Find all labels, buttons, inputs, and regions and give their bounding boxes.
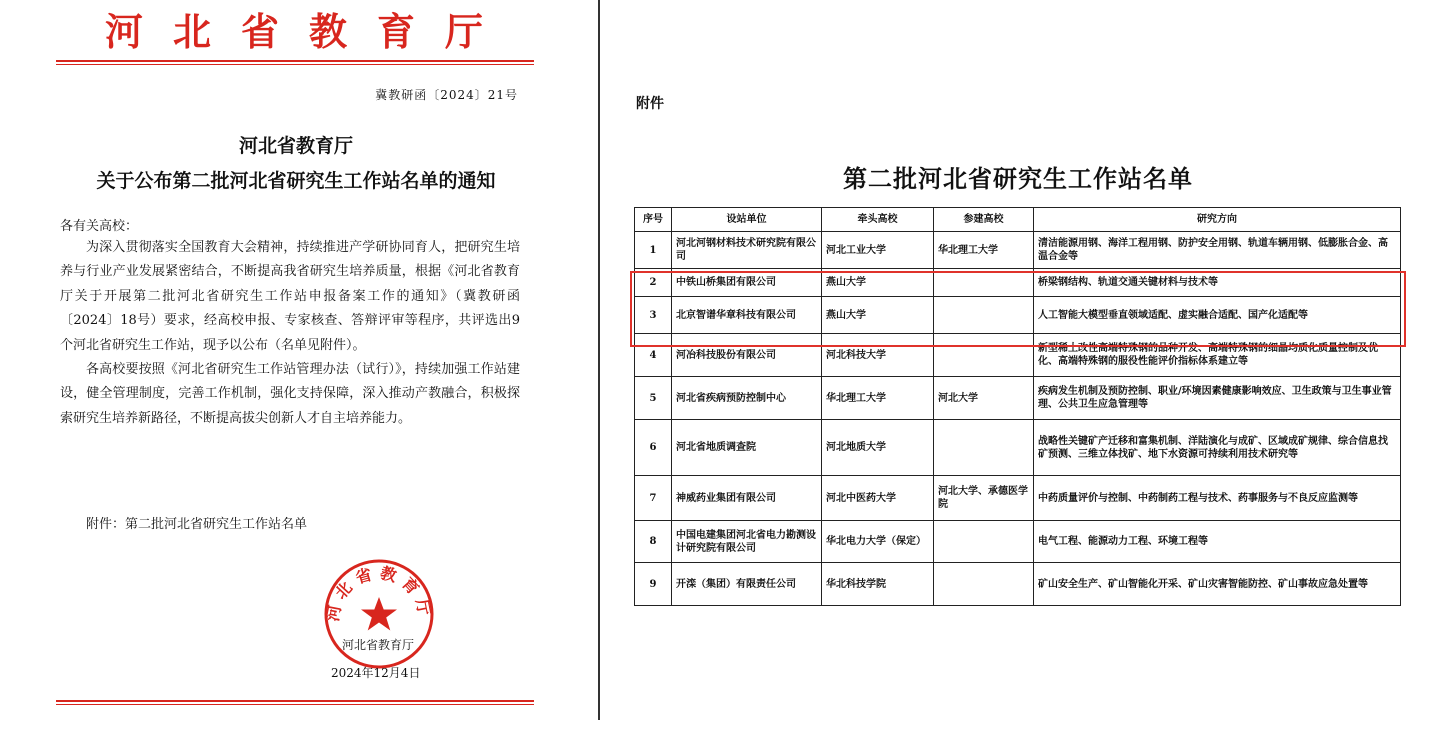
notice-title-line2: 关于公布第二批河北省研究生工作站名单的通知 — [96, 170, 496, 192]
workstation-table — [634, 207, 1401, 606]
cell-no: 4 — [635, 334, 672, 377]
col-header-direction: 研究方向 — [1034, 208, 1401, 232]
greeting: 各有关高校： — [60, 219, 139, 234]
cell-lead: 华北科技学院 — [822, 563, 934, 606]
cell-partner: 河北大学、承德医学院 — [934, 476, 1034, 521]
cell-lead: 华北理工大学 — [822, 377, 934, 420]
signature-date: 2024年12月4日 — [331, 666, 421, 680]
cell-no: 3 — [635, 297, 672, 334]
table-row — [635, 420, 1401, 476]
table-row — [635, 232, 1401, 269]
cell-no: 6 — [635, 420, 672, 476]
cell-direction: 新型稀土改性高端特殊钢的品种开发、高端特殊钢的细晶均质化质量控制及优化、高端特殊钢的服役性能评价指标体系建立等 — [1034, 334, 1401, 377]
cell-direction: 疾病发生机制及预防控制、职业/环境因素健康影响效应、卫生政策与卫生事业管理、公共卫生应急管理等 — [1034, 377, 1401, 420]
cell-partner — [934, 521, 1034, 563]
attachment-title: 第二批河北省研究生工作站名单 — [843, 164, 1193, 193]
cell-unit: 河北省地质调查院 — [672, 420, 822, 476]
cell-partner — [934, 297, 1034, 334]
cell-lead: 华北电力大学（保定） — [822, 521, 934, 563]
cell-no: 7 — [635, 476, 672, 521]
cell-lead: 河北中医药大学 — [822, 476, 934, 521]
col-header-unit: 设站单位 — [672, 208, 822, 232]
svg-text:河北省教育厅: 河北省教育厅 — [322, 563, 436, 623]
notice-body — [60, 236, 520, 431]
table-row — [635, 377, 1401, 420]
cell-unit: 河北省疾病预防控制中心 — [672, 377, 822, 420]
cell-unit: 北京智谱华章科技有限公司 — [672, 297, 822, 334]
cell-unit: 开滦（集团）有限责任公司 — [672, 563, 822, 606]
cell-direction: 电气工程、能源动力工程、环境工程等 — [1034, 521, 1401, 563]
cell-unit: 神威药业集团有限公司 — [672, 476, 822, 521]
cell-no: 5 — [635, 377, 672, 420]
cell-no: 2 — [635, 269, 672, 297]
table-row — [635, 297, 1401, 334]
cell-unit: 河北河钢材料技术研究院有限公司 — [672, 232, 822, 269]
cell-no: 1 — [635, 232, 672, 269]
cell-partner — [934, 269, 1034, 297]
letterhead-rule — [56, 60, 534, 62]
table-row — [635, 334, 1401, 377]
cell-lead: 燕山大学 — [822, 297, 934, 334]
table-row — [635, 269, 1401, 297]
cell-partner: 华北理工大学 — [934, 232, 1034, 269]
cell-direction: 矿山安全生产、矿山智能化开采、矿山灾害智能防控、矿山事故应急处置等 — [1034, 563, 1401, 606]
cell-lead: 燕山大学 — [822, 269, 934, 297]
notice-title-line1: 河北省教育厅 — [238, 135, 353, 157]
cell-direction: 桥梁钢结构、轨道交通关键材料与技术等 — [1034, 269, 1401, 297]
footer-rule — [56, 700, 534, 702]
cell-unit: 中铁山桥集团有限公司 — [672, 269, 822, 297]
cell-no: 8 — [635, 521, 672, 563]
attachment-page — [600, 0, 1434, 742]
col-header-lead: 牵头高校 — [822, 208, 934, 232]
table-row — [635, 521, 1401, 563]
cell-direction: 人工智能大模型垂直领域适配、虚实融合适配、国产化适配等 — [1034, 297, 1401, 334]
cell-unit: 中国电建集团河北省电力勘测设计研究院有限公司 — [672, 521, 822, 563]
signature-organization: 河北省教育厅 — [342, 638, 415, 652]
cell-unit: 河冶科技股份有限公司 — [672, 334, 822, 377]
letterhead-rule-thin — [56, 64, 534, 65]
footer-rule-thin — [56, 704, 534, 705]
paragraph-2: 各高校要按照《河北省研究生工作站管理办法（试行）》，持续加强工作站建设，健全管理制度，完善工作机制，强化支持保障，深入推动产教融合，积极探索研究生培养新路径，不断提高拔尖创新人才自主培养能力。 — [60, 362, 520, 426]
cell-lead: 河北地质大学 — [822, 420, 934, 476]
letterhead-title: 河北省教育厅 — [104, 9, 513, 54]
document-number: 冀教研函〔2024〕21号 — [375, 88, 518, 102]
table-row — [635, 563, 1401, 606]
col-header-partner: 参建高校 — [934, 208, 1034, 232]
cell-partner — [934, 334, 1034, 377]
attachment-label: 附件 — [636, 96, 664, 112]
cell-partner — [934, 563, 1034, 606]
notice-page — [0, 0, 598, 742]
cell-no: 9 — [635, 563, 672, 606]
cell-direction: 中药质量评价与控制、中药制药工程与技术、药事服务与不良反应监测等 — [1034, 476, 1401, 521]
cell-direction: 清洁能源用钢、海洋工程用钢、防护安全用钢、轨道车辆用钢、低膨胀合金、高温合金等 — [1034, 232, 1401, 269]
attachment-reference: 附件：第二批河北省研究生工作站名单 — [86, 517, 308, 532]
cell-direction: 战略性关键矿产迁移和富集机制、洋陆演化与成矿、区域成矿规律、综合信息找矿预测、三维立体找矿、地下水资源可持续利用技术研究等 — [1034, 420, 1401, 476]
table-header-row — [635, 208, 1401, 232]
cell-lead: 河北科技大学 — [822, 334, 934, 377]
cell-partner: 河北大学 — [934, 377, 1034, 420]
table-row — [635, 476, 1401, 521]
paragraph-1: 为深入贯彻落实全国教育大会精神，持续推进产学研协同育人，把研究生培养与行业产业发展紧密结合，不断提高我省研究生培养质量，根据《河北省教育厅关于开展第二批河北省研究生工作站申报备案工作的通知》（冀教研函〔2024〕18号）要求，经高校申报、专家核查、答辩评审等程序，共评选出9个河北省研究生工作站，现予以公布（名单见附件）。 — [60, 240, 520, 353]
official-seal-icon — [322, 557, 436, 671]
cell-partner — [934, 420, 1034, 476]
cell-lead: 河北工业大学 — [822, 232, 934, 269]
col-header-no: 序号 — [635, 208, 672, 232]
